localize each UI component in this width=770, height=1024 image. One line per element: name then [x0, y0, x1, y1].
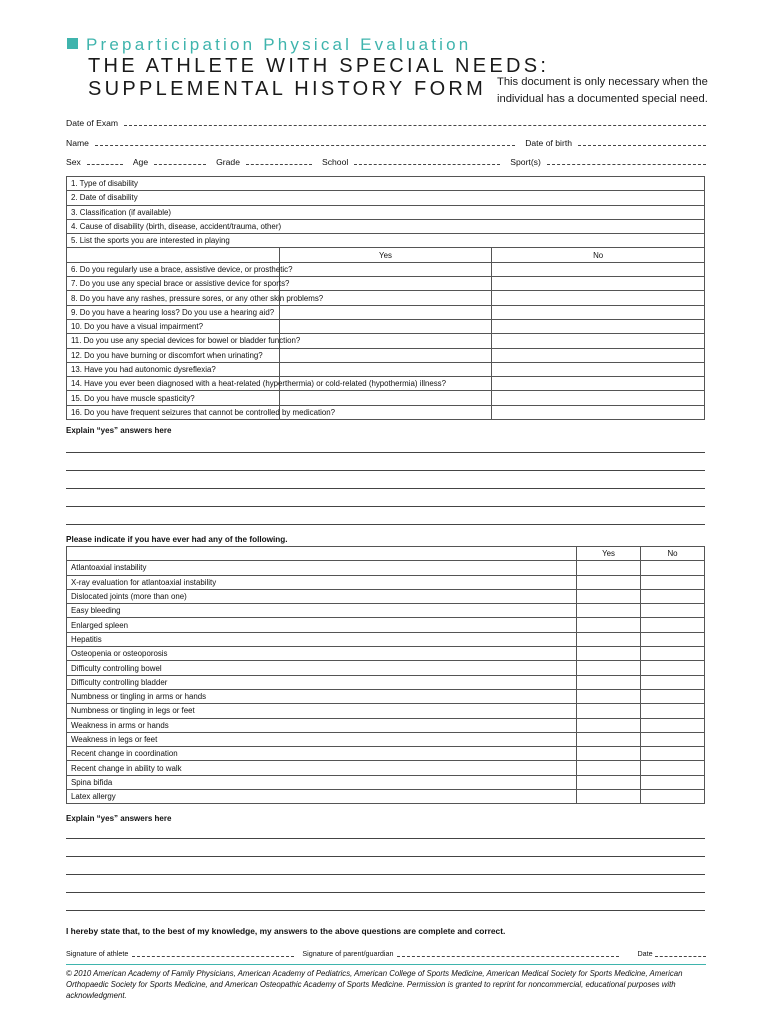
no-cell[interactable] — [641, 675, 705, 689]
question-9: 9. Do you have a hearing loss? Do you use a hearing aid? — [67, 305, 280, 319]
table-row — [67, 675, 705, 689]
table-row — [67, 604, 705, 618]
date-of-birth-label: Date of birth — [525, 138, 572, 148]
no-cell[interactable] — [641, 718, 705, 732]
no-cell[interactable] — [492, 391, 705, 405]
history-item: Recent change in ability to walk — [67, 761, 577, 775]
question-7: 7. Do you use any special brace or assistive device for sports? — [67, 277, 280, 291]
yes-cell[interactable] — [279, 277, 492, 291]
history-item: Spina bifida — [67, 775, 577, 789]
yes-cell[interactable] — [279, 305, 492, 319]
table-row — [67, 291, 705, 305]
yes-cell[interactable] — [279, 319, 492, 333]
no-cell[interactable] — [492, 334, 705, 348]
question-8: 8. Do you have any rashes, pressure sores, or any other skin problems? — [67, 291, 280, 305]
attestation-statement: I hereby state that, to the best of my knowledge, my answers to the above questions are complete and correct. — [66, 926, 506, 936]
table-row — [67, 747, 705, 761]
yes-cell[interactable] — [577, 775, 641, 789]
table-row — [67, 732, 705, 746]
yes-cell[interactable] — [577, 718, 641, 732]
no-cell[interactable] — [492, 291, 705, 305]
no-cell[interactable] — [641, 632, 705, 646]
usage-note: This document is only necessary when the individual has a documented special need. — [497, 76, 708, 105]
table-row — [67, 319, 705, 333]
table-row — [67, 234, 705, 248]
table-row — [67, 589, 705, 603]
age-label: Age — [132, 157, 149, 167]
athlete-signature-label: Signature of athlete — [66, 949, 129, 958]
no-cell[interactable] — [641, 790, 705, 804]
table-row — [67, 377, 705, 391]
sports-field[interactable] — [547, 164, 706, 165]
explain-line[interactable] — [66, 470, 705, 471]
grade-field[interactable] — [246, 164, 312, 165]
yes-cell[interactable] — [577, 604, 641, 618]
question-14: 14. Have you ever been diagnosed with a heat-related (hyperthermia) or cold-related (hypothermia) illness? — [67, 377, 280, 391]
table-row — [67, 632, 705, 646]
no-cell[interactable] — [641, 732, 705, 746]
table-row — [67, 219, 705, 233]
yes-cell[interactable] — [577, 661, 641, 675]
date-of-birth-field[interactable] — [578, 145, 706, 146]
grade-label: Grade — [216, 157, 240, 167]
yes-cell[interactable] — [577, 675, 641, 689]
form-title-line2: SUPPLEMENTAL HISTORY FORM — [88, 78, 487, 100]
table-row — [67, 689, 705, 703]
table-header-row — [67, 248, 705, 262]
table-row — [67, 790, 705, 804]
question-3: 3. Classification (if available) — [67, 205, 705, 219]
form-title-line1: THE ATHLETE WITH SPECIAL NEEDS: — [88, 55, 550, 77]
parent-signature-label: Signature of parent/guardian — [302, 949, 394, 958]
question-10: 10. Do you have a visual impairment? — [67, 319, 280, 333]
yes-cell[interactable] — [279, 262, 492, 276]
table-row — [67, 348, 705, 362]
no-cell[interactable] — [492, 362, 705, 376]
table-row — [67, 718, 705, 732]
subtitle-text: Preparticipation Physical Evaluation — [86, 35, 472, 54]
question-16: 16. Do you have frequent seizures that cannot be controlled by medication? — [67, 405, 280, 419]
no-cell[interactable] — [641, 589, 705, 603]
yes-cell[interactable] — [577, 561, 641, 575]
table-row — [67, 334, 705, 348]
question-12: 12. Do you have burning or discomfort when urinating? — [67, 348, 280, 362]
yes-cell[interactable] — [577, 747, 641, 761]
explain-line[interactable] — [66, 506, 705, 507]
no-cell[interactable] — [492, 277, 705, 291]
question-4: 4. Cause of disability (birth, disease, accident/trauma, other) — [67, 219, 705, 233]
history-item: Weakness in arms or hands — [67, 718, 577, 732]
no-cell[interactable] — [641, 647, 705, 661]
no-cell[interactable] — [492, 305, 705, 319]
explain-line[interactable] — [66, 910, 705, 911]
date-of-exam-field[interactable] — [124, 125, 706, 126]
table-row — [67, 391, 705, 405]
yes-cell[interactable] — [279, 362, 492, 376]
school-field[interactable] — [354, 164, 500, 165]
sports-label: Sport(s) — [510, 157, 541, 167]
parent-signature-field[interactable] — [397, 956, 619, 957]
table-row — [67, 647, 705, 661]
explain-line[interactable] — [66, 892, 705, 893]
yes-cell[interactable] — [577, 790, 641, 804]
history-item: Difficulty controlling bladder — [67, 675, 577, 689]
table-row — [67, 177, 705, 191]
yes-cell[interactable] — [577, 689, 641, 703]
no-cell[interactable] — [641, 618, 705, 632]
sex-age-grade-row — [66, 153, 706, 167]
school-label: School — [322, 157, 349, 167]
table-row — [67, 575, 705, 589]
table-row — [67, 262, 705, 276]
yes-column-header: Yes — [279, 248, 492, 262]
yes-cell[interactable] — [577, 647, 641, 661]
yes-column-header: Yes — [577, 547, 641, 561]
history-item: Atlantoaxial instability — [67, 561, 577, 575]
date-of-exam-label: Date of Exam — [66, 118, 119, 128]
question-6: 6. Do you regularly use a brace, assistive device, or prosthetic? — [67, 262, 280, 276]
explain-line[interactable] — [66, 488, 705, 489]
yes-cell[interactable] — [577, 732, 641, 746]
explain-line[interactable] — [66, 874, 705, 875]
date-signature-field[interactable] — [655, 956, 706, 957]
disability-questions-table — [66, 176, 705, 420]
table-row — [67, 661, 705, 675]
explain-line[interactable] — [66, 524, 705, 525]
no-cell[interactable] — [492, 405, 705, 419]
table-row — [67, 205, 705, 219]
explain-label-1: Explain “yes” answers here — [66, 426, 172, 435]
date-of-exam-row — [66, 114, 706, 128]
history-item: Recent change in coordination — [67, 747, 577, 761]
no-cell[interactable] — [641, 704, 705, 718]
history-item: Easy bleeding — [67, 604, 577, 618]
history-intro: Please indicate if you have ever had any of the following. — [66, 535, 288, 544]
no-cell[interactable] — [641, 689, 705, 703]
no-cell[interactable] — [641, 561, 705, 575]
sex-field[interactable] — [87, 164, 123, 165]
question-11: 11. Do you use any special devices for bowel or bladder function? — [67, 334, 280, 348]
history-item: Difficulty controlling bowel — [67, 661, 577, 675]
table-row — [67, 191, 705, 205]
history-item: Dislocated joints (more than one) — [67, 589, 577, 603]
age-field[interactable] — [154, 164, 206, 165]
history-item: Hepatitis — [67, 632, 577, 646]
table-row — [67, 775, 705, 789]
sex-label: Sex — [66, 157, 81, 167]
date-signature-label: Date — [637, 949, 653, 958]
history-item: Osteopenia or osteoporosis — [67, 647, 577, 661]
yes-cell[interactable] — [577, 761, 641, 775]
yes-cell[interactable] — [279, 391, 492, 405]
question-1: 1. Type of disability — [67, 177, 705, 191]
table-row — [67, 704, 705, 718]
yes-cell[interactable] — [577, 618, 641, 632]
no-cell[interactable] — [641, 604, 705, 618]
explain-line[interactable] — [66, 452, 705, 453]
yes-cell[interactable] — [577, 575, 641, 589]
yes-cell[interactable] — [279, 334, 492, 348]
footer-divider — [66, 964, 706, 965]
question-2: 2. Date of disability — [67, 191, 705, 205]
no-column-header: No — [641, 547, 705, 561]
signature-row — [66, 949, 706, 958]
question-13: 13. Have you had autonomic dysreflexia? — [67, 362, 280, 376]
table-row — [67, 618, 705, 632]
no-cell[interactable] — [492, 319, 705, 333]
no-cell[interactable] — [492, 262, 705, 276]
name-label: Name — [66, 138, 89, 148]
no-cell[interactable] — [492, 377, 705, 391]
yes-cell[interactable] — [577, 632, 641, 646]
copyright-notice: © 2010 American Academy of Family Physicians, American Academy of Pediatrics, American College of Sports Medicine, American Medical Society for Sports Medicine, American Orthopaedic Society for Sports Medicine, and American Osteopathic Academy of Sports Medicine. Permission is granted to reprint for noncommercial, educational purposes with acknowledgment. — [66, 969, 683, 1000]
medical-history-table — [66, 546, 705, 804]
history-item: Numbness or tingling in legs or feet — [67, 704, 577, 718]
no-cell[interactable] — [641, 661, 705, 675]
table-header-row — [67, 547, 705, 561]
teal-square-icon — [67, 38, 78, 49]
no-cell[interactable] — [641, 775, 705, 789]
yes-cell[interactable] — [577, 704, 641, 718]
question-15: 15. Do you have muscle spasticity? — [67, 391, 280, 405]
table-row — [67, 362, 705, 376]
explain-line[interactable] — [66, 838, 705, 839]
no-cell[interactable] — [641, 747, 705, 761]
no-cell[interactable] — [492, 348, 705, 362]
no-cell[interactable] — [641, 575, 705, 589]
name-field[interactable] — [95, 145, 515, 146]
history-item: Latex allergy — [67, 790, 577, 804]
table-row — [67, 305, 705, 319]
explain-label-2: Explain “yes” answers here — [66, 814, 172, 823]
explain-line[interactable] — [66, 856, 705, 857]
history-item: X-ray evaluation for atlantoaxial instability — [67, 575, 577, 589]
history-item: Weakness in legs or feet — [67, 732, 577, 746]
question-5: 5. List the sports you are interested in playing — [67, 234, 705, 248]
name-row — [66, 134, 706, 148]
form-subtitle — [67, 35, 471, 55]
history-item: Numbness or tingling in arms or hands — [67, 689, 577, 703]
table-row — [67, 277, 705, 291]
no-column-header: No — [492, 248, 705, 262]
table-row — [67, 761, 705, 775]
yes-cell[interactable] — [279, 348, 492, 362]
table-row — [67, 405, 705, 419]
yes-cell[interactable] — [577, 589, 641, 603]
history-item: Enlarged spleen — [67, 618, 577, 632]
athlete-signature-field[interactable] — [132, 956, 294, 957]
table-row — [67, 561, 705, 575]
no-cell[interactable] — [641, 761, 705, 775]
